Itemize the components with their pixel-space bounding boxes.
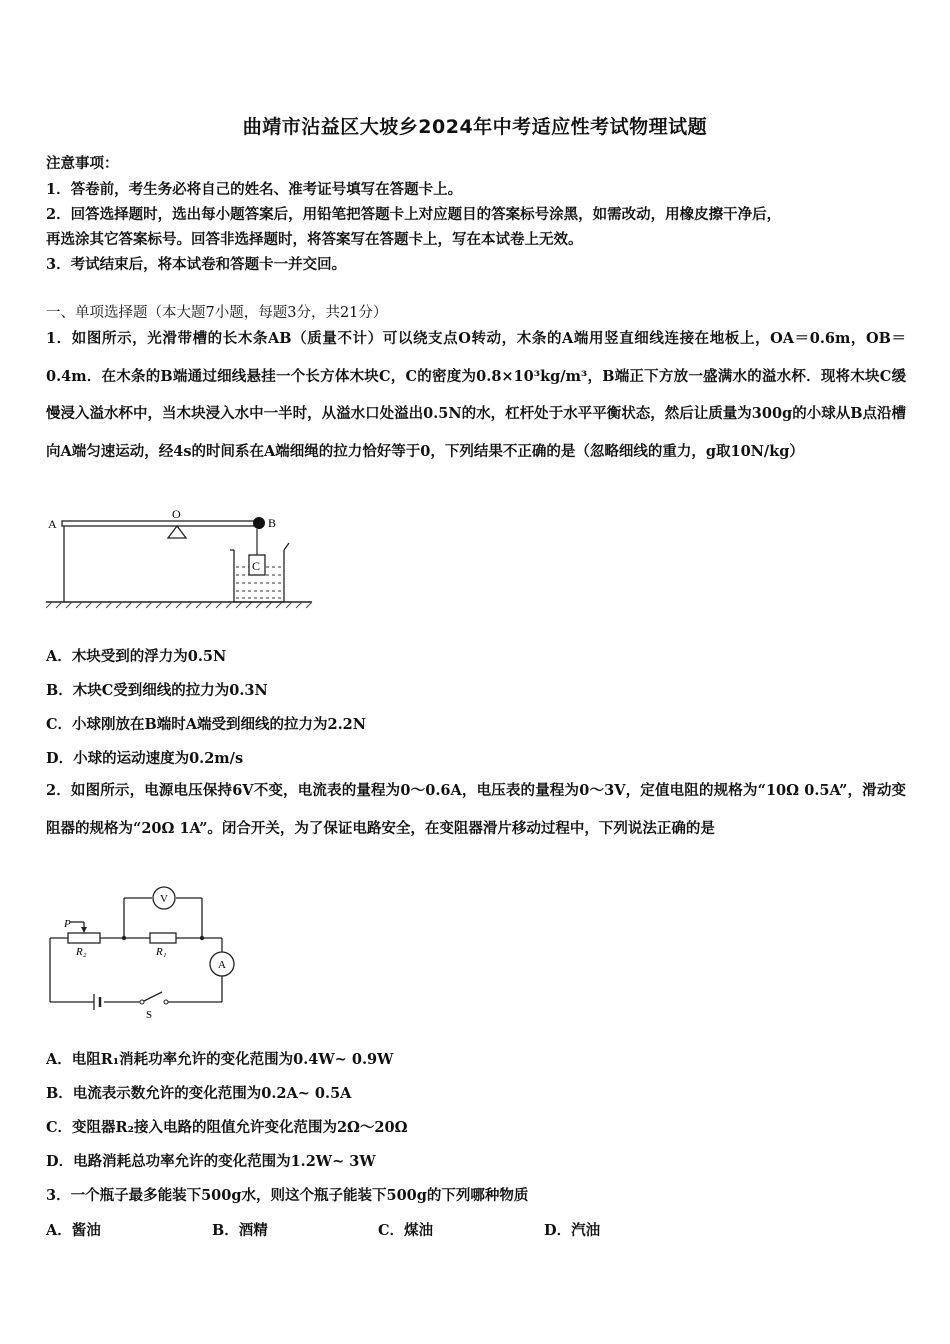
q3-option-a: A．酱油 [46, 1222, 101, 1239]
q1-option-a: A．木块受到的浮力为0.5N [46, 648, 227, 665]
voltmeter-label: V [160, 893, 168, 905]
notice-heading: 注意事项： [46, 155, 119, 172]
section-heading: 一、单项选择题（本大题7小题，每题3分，共21分） [46, 305, 388, 321]
switch-label: S [146, 1009, 153, 1020]
q2-option-c: C．变阻器R₂接入电路的阻值允许变化范围为2Ω～20Ω [46, 1119, 408, 1136]
q2-option-d: D．电路消耗总功率允许的变化范围为1.2W~ 3W [46, 1153, 376, 1170]
end-a-label: A [48, 517, 57, 531]
slider-label: P [64, 918, 71, 930]
q1-option-d: D．小球的运动速度为0.2m/s [46, 750, 244, 767]
page-title: 曲靖市沾益区大坡乡2024年中考适应性考试物理试题 [242, 116, 708, 138]
q1-option-b: B．木块C受到细线的拉力为0.3N [46, 682, 268, 699]
q1-option-c: C．小球刚放在B端时A端受到细线的拉力为2.2N [46, 716, 367, 733]
notice-item: 1．答卷前，考生务必将自己的姓名、准考证号填写在答题卡上。 [46, 181, 463, 198]
q2-option-b: B．电流表示数允许的变化范围为0.2A~ 0.5A [46, 1085, 352, 1102]
ammeter-label: A [218, 959, 226, 971]
lever-figure [44, 505, 319, 610]
circuit-figure [44, 880, 239, 1020]
notice-item: 再选涂其它答案标号。回答非选择题时，将答案写在答题卡上，写在本试卷上无效。 [46, 231, 583, 248]
block-label: C [252, 559, 261, 573]
q2-option-a: A．电阻R₁消耗功率允许的变化范围为0.4W~ 0.9W [46, 1051, 394, 1068]
notice-item: 3．考试结束后，将本试卷和答题卡一并交回。 [46, 256, 347, 273]
notice-item: 2．回答选择题时，选出每小题答案后，用铅笔把答题卡上对应题目的答案标号涂黑，如需改动，用橡皮擦干净后， [46, 206, 782, 223]
question-3-stem: 3．一个瓶子最多能装下500g水，则这个瓶子能装下500g的下列哪种物质 [46, 1187, 529, 1204]
r1-label: R₁ [156, 946, 167, 958]
q3-option-c: C．煤油 [378, 1222, 434, 1239]
pivot-label: O [172, 507, 181, 521]
question-2-stem: 2．如图所示，电源电压保持6V不变，电流表的量程为0～0.6A，电压表的量程为0～3V，定值电阻的规格为“10Ω 0.5A”，滑动变阻器的规格为“20Ω 1A”。闭合开关，为了保证电路安全，在变阻器滑片移动过程中，下列说法正确的是 [46, 782, 906, 837]
question-1-stem: 1．如图所示，光滑带槽的长木条AB（质量不计）可以绕支点O转动，木条的A端用竖直细线连接在地板上，OA＝0.6m，OB＝0.4m．在木条的B端通过细线悬挂一个长方体木块C，C的密度为0.8×10³kg/m³，B端正下方放一盛满水的溢水杯．现将木块C缓慢浸入溢水杯中，当木块浸入水中一半时，从溢水口处溢出0.5N的水，杠杆处于水平平衡状态，然后让质量为300g的小球从B点沿槽向A端匀速运动，经4s的时间系在A端细绳的拉力恰好等于0，下列结果不正确的是（忽略细线的重力，g取10N/kg） [46, 330, 906, 460]
q3-option-b: B．酒精 [212, 1222, 268, 1239]
end-b-label: B [268, 516, 277, 530]
q3-option-d: D．汽油 [544, 1222, 601, 1239]
q3-options [46, 1219, 710, 1240]
r2-label: R₂ [76, 946, 87, 958]
